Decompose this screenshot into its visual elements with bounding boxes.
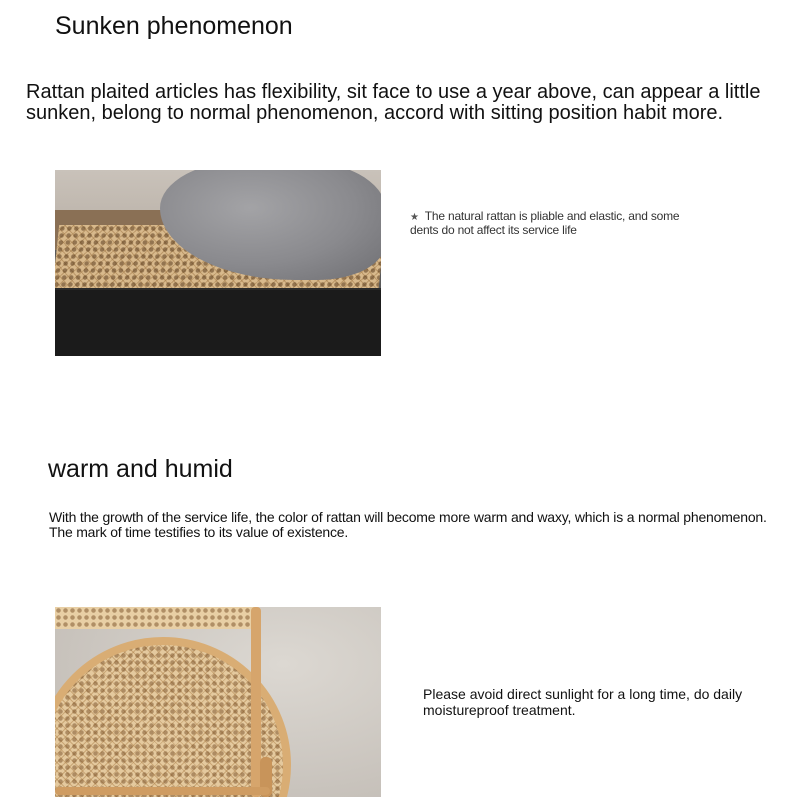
section-body-sunken: Rattan plaited articles has flexibility, sit face to use a year above, can appear a little sunken, belong to normal phenomenon, accord with sitting position habit more.	[26, 81, 761, 124]
note-warm: Please avoid direct sunlight for a long time, do daily moistureproof treatment.	[423, 686, 743, 718]
note-sunken-text: The natural rattan is pliable and elastic, and some dents do not affect its service life	[410, 209, 680, 237]
rattan-seat-photo	[55, 170, 381, 356]
shelf-rail	[55, 787, 270, 795]
section-title-warm: warm and humid	[48, 455, 233, 483]
rattan-shelf-photo	[55, 607, 381, 797]
section-body-warm: With the growth of the service life, the color of rattan will become more warm and waxy, which is a normal phenomenon. The mark of time testifies to its value of existence.	[49, 509, 767, 540]
section-title-sunken: Sunken phenomenon	[55, 12, 293, 40]
rattan-top-panel	[55, 607, 255, 629]
note-sunken	[410, 210, 710, 237]
seat-frame	[55, 290, 381, 356]
star-icon: ★	[410, 212, 419, 223]
